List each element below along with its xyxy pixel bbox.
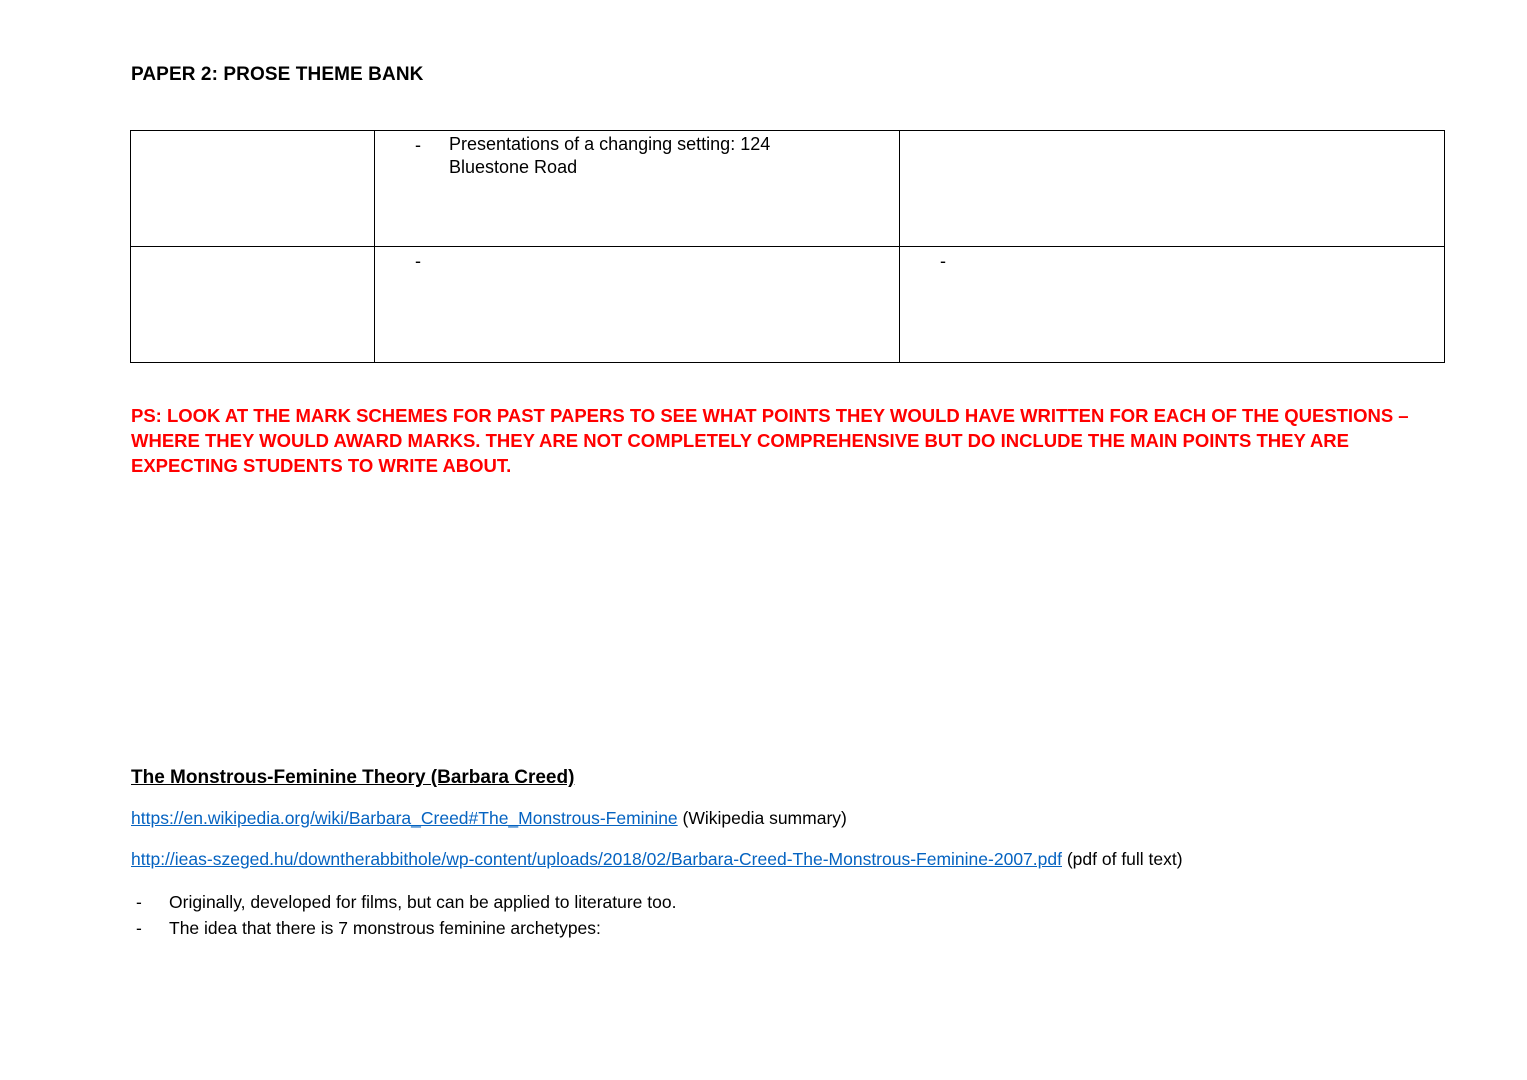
list-item-text: Originally, developed for films, but can be applied to literature too. xyxy=(169,892,677,912)
table-cell[interactable] xyxy=(900,247,1445,363)
list-item xyxy=(131,889,676,915)
page-title: PAPER 2: PROSE THEME BANK xyxy=(131,64,424,85)
link-description: (Wikipedia summary) xyxy=(677,808,847,828)
table-row xyxy=(131,247,1445,363)
table-row xyxy=(131,131,1445,247)
table-cell[interactable] xyxy=(375,131,900,247)
bullet-dash: - xyxy=(940,251,946,271)
section-heading: The Monstrous-Feminine Theory (Barbara Creed) xyxy=(131,767,575,788)
reference-link-line xyxy=(131,849,1183,870)
bullet-dash: - xyxy=(415,135,421,155)
wikipedia-link[interactable]: https://en.wikipedia.org/wiki/Barbara_Creed#The_Monstrous-Feminine xyxy=(131,808,678,828)
list-item xyxy=(131,915,676,941)
list-item-text: The idea that there is 7 monstrous feminine archetypes: xyxy=(169,918,601,938)
table-cell[interactable] xyxy=(131,131,375,247)
link-description: (pdf of full text) xyxy=(1061,849,1183,869)
table-cell[interactable] xyxy=(131,247,375,363)
theme-table xyxy=(130,130,1445,363)
table-cell[interactable] xyxy=(900,131,1445,247)
bullet-dash: - xyxy=(415,251,421,271)
mark-scheme-note: PS: LOOK AT THE MARK SCHEMES FOR PAST PAPERS TO SEE WHAT POINTS THEY WOULD HAVE WRITTEN FOR EACH OF THE QUESTIONS – WHERE THEY WOULD AWARD MARKS. THEY ARE NOT COMPLETELY COMPREHENSIVE BUT DO INCLUDE THE MAIN POINTS THEY ARE EXPECTING STUDENTS TO WRITE ABOUT. xyxy=(131,405,1409,476)
table-cell[interactable] xyxy=(375,247,900,363)
cell-text: Presentations of a changing setting: 124 Bluestone Road xyxy=(449,134,771,177)
pdf-link[interactable]: http://ieas-szeged.hu/downtherabbithole/wp-content/uploads/2018/02/Barbara-Creed-The-Monstrous-Feminine-2007.pdf xyxy=(131,849,1062,869)
bullet-dash: - xyxy=(136,918,142,938)
bullet-dash: - xyxy=(136,892,142,912)
reference-link-line xyxy=(131,808,847,829)
theory-bullet-list xyxy=(131,889,676,941)
